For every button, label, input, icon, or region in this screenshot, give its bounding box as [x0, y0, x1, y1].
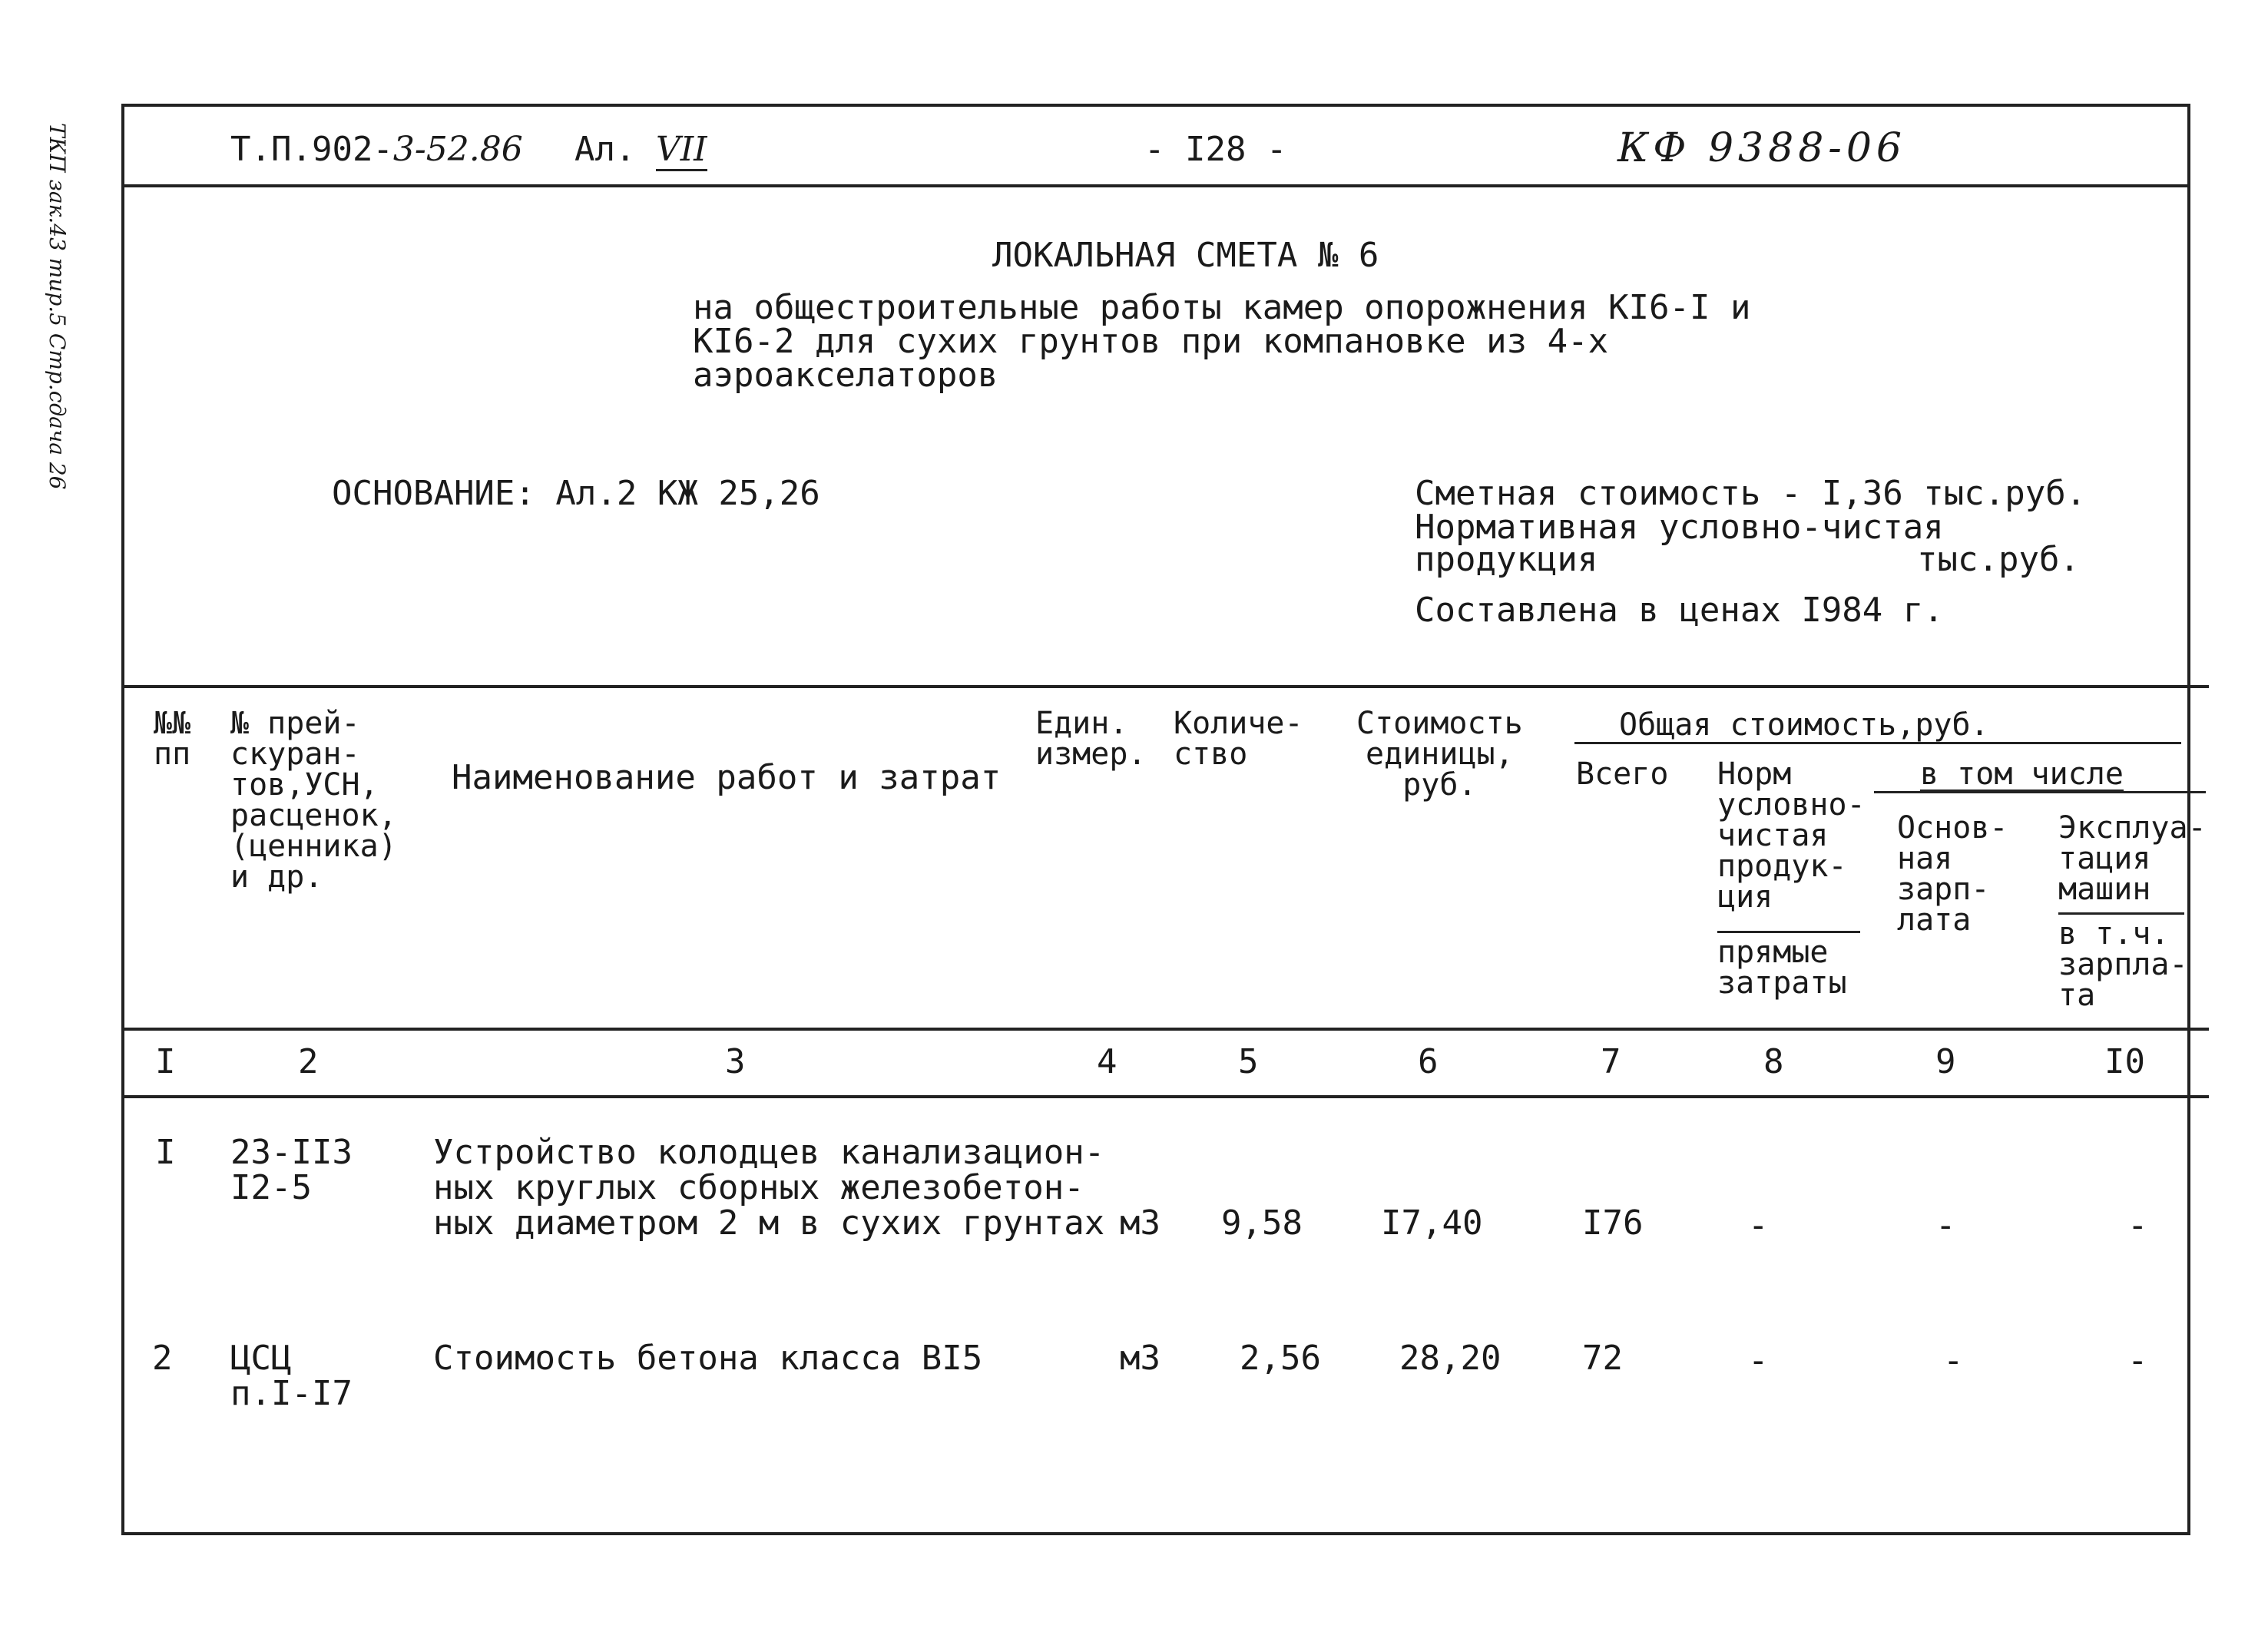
- header-col3: Наименование работ и затрат: [452, 758, 1002, 797]
- colnum-7: 7: [1601, 1042, 1621, 1081]
- header-col2-l4: расценок,: [230, 798, 397, 833]
- header-col8-l2: условно-: [1717, 787, 1866, 823]
- row1-name: [433, 1135, 1104, 1242]
- header-col8-bottom: [1717, 935, 1847, 1001]
- header-col8-l5: ция: [1717, 879, 1773, 915]
- prices-year: Составлена в ценах I984 г.: [1415, 591, 1944, 630]
- header-col6: [1356, 706, 1523, 803]
- album-label: Ал.: [574, 130, 636, 169]
- header-col5-l2: ство: [1174, 737, 1248, 772]
- header-col10-b2: зарпла-: [2058, 947, 2188, 982]
- group-underline: [1574, 742, 2181, 744]
- header-col6-l1: Стоимость: [1356, 706, 1523, 741]
- colnum-1: I: [155, 1042, 176, 1081]
- header-col1: [154, 708, 190, 770]
- normative-line-2: продукция: [1415, 540, 1598, 579]
- header-col9-l2: ная: [1897, 841, 1953, 876]
- subtitle-line-3: аэроакселаторов: [693, 356, 998, 395]
- subtitle-line-2: КI6-2 для сухих грунтов при компановке из 4-х: [693, 322, 1609, 361]
- row2-qty: 2,56: [1240, 1339, 1321, 1378]
- row2-code: [230, 1341, 353, 1412]
- header-col2-l2: скуран-: [230, 737, 360, 772]
- header-col9-l1: Основ-: [1897, 810, 2008, 846]
- colnum-3: 3: [725, 1042, 746, 1081]
- header-col8-l3: чистая: [1717, 818, 1829, 853]
- normative-unit: тыс.руб.: [1917, 540, 2080, 579]
- header-col10-l3: машин: [2058, 872, 2151, 907]
- header-col10-l2: тация: [2058, 841, 2151, 876]
- row1-unit-cost: I7,40: [1381, 1203, 1483, 1243]
- row1-code: [230, 1135, 353, 1206]
- colnum-4: 4: [1097, 1042, 1117, 1081]
- estimate-heading: ЛОКАЛЬНАЯ СМЕТА № 6: [992, 236, 1379, 275]
- subgroup-underline: [1874, 791, 2206, 793]
- album-ref: [574, 132, 707, 167]
- basis-text: ОСНОВАНИЕ: Ал.2 КЖ 25,26: [332, 474, 820, 513]
- header-col1-l1: №№: [154, 706, 191, 741]
- colnum-2: 2: [298, 1042, 319, 1081]
- project-handwritten: 3-52.86: [392, 130, 523, 169]
- row1-num: I: [155, 1133, 176, 1172]
- row2-name: Стоимость бетона класса BI5: [433, 1339, 983, 1378]
- header-col2-l3: тов,УСН,: [230, 767, 379, 803]
- header-rule: [121, 184, 2187, 187]
- row2-code-l1: ЦСЦ: [230, 1339, 292, 1378]
- row1-code-l2: I2-5: [230, 1168, 312, 1208]
- row2-col9: -: [1943, 1341, 1964, 1380]
- header-col8-b1: прямые: [1717, 935, 1829, 970]
- header-col8-l4: продук-: [1717, 849, 1847, 884]
- estimated-cost: Сметная стоимость - I,36 тыс.руб.: [1415, 474, 2087, 513]
- row1-col9: -: [1935, 1206, 1956, 1245]
- row2-num: 2: [152, 1339, 173, 1378]
- header-col5-l1: Количе-: [1174, 706, 1303, 741]
- col10-divider: [2058, 912, 2184, 915]
- page-number: - I28 -: [1144, 130, 1287, 169]
- header-col8-l1: Норм: [1717, 756, 1792, 792]
- header-col4: [1035, 708, 1147, 770]
- colnum-5: 5: [1238, 1042, 1259, 1081]
- row1-qty: 9,58: [1221, 1203, 1303, 1243]
- col8-divider: [1717, 931, 1860, 933]
- row1-name-l3: ных диаметром 2 м в сухих грунтах: [433, 1203, 1105, 1243]
- header-group-total: Общая стоимость,руб.: [1619, 707, 1989, 743]
- header-col2-l5: (ценника): [230, 829, 397, 864]
- colnum-9: 9: [1935, 1042, 1956, 1081]
- row1-code-l1: 23-II3: [230, 1133, 353, 1172]
- document-code: КФ 9388-06: [1617, 125, 1907, 171]
- header-col10-b1: в т.ч.: [2058, 916, 2170, 952]
- row2-unit: м3: [1120, 1339, 1160, 1378]
- colnum-8: 8: [1763, 1042, 1784, 1081]
- side-stamp: ТКП зак.43 тир.5 Стр.сдача 26: [45, 123, 70, 490]
- header-col2-l1: № прей-: [230, 706, 360, 741]
- header-subgroup: в том числе: [1920, 756, 2124, 792]
- header-col10: [2058, 810, 2207, 907]
- header-col9-l3: зарп-: [1897, 872, 1990, 907]
- project-code: [230, 132, 523, 167]
- header-col10-b3: та: [2058, 978, 2096, 1013]
- row1-col8: -: [1748, 1206, 1769, 1245]
- header-col9: [1897, 810, 2008, 938]
- album-handwritten: VII: [656, 130, 707, 171]
- row1-total: I76: [1582, 1203, 1644, 1243]
- header-col8: [1717, 756, 1866, 915]
- row1-col10: -: [2127, 1206, 2148, 1245]
- normative-line-1: Нормативная условно-чистая: [1415, 508, 1944, 547]
- header-col6-l3: руб.: [1402, 767, 1477, 803]
- subtitle-line-1: на общестроительные работы камер опорожнения КI6-I и: [693, 288, 1751, 327]
- header-col5: [1174, 708, 1303, 770]
- project-prefix: Т.П.902-: [230, 130, 393, 169]
- header-col4-l1: Един.: [1035, 706, 1128, 741]
- header-col9-l4: лата: [1897, 902, 1972, 938]
- header-col7: Всего: [1576, 756, 1669, 792]
- header-col8-b2: затраты: [1717, 965, 1847, 1001]
- row2-unit-cost: 28,20: [1399, 1339, 1502, 1378]
- row2-col10: -: [2127, 1341, 2148, 1380]
- row1-unit: м3: [1120, 1203, 1160, 1243]
- row2-total: 72: [1582, 1339, 1623, 1378]
- row1-name-l2: ных круглых сборных железобетон-: [433, 1168, 1084, 1208]
- table-top-rule: [121, 685, 2209, 688]
- header-col4-l2: измер.: [1035, 737, 1147, 772]
- row2-code-l2: п.I-I7: [230, 1374, 353, 1414]
- colnum-10: I0: [2104, 1042, 2145, 1081]
- header-col10-l1: Эксплуа-: [2058, 810, 2207, 846]
- colnum-bottom-rule: [121, 1095, 2209, 1098]
- colnum-6: 6: [1418, 1042, 1439, 1081]
- colnum-top-rule: [121, 1028, 2209, 1031]
- row1-name-l1: Устройство колодцев канализацион-: [433, 1133, 1105, 1172]
- row2-col8: -: [1748, 1341, 1769, 1380]
- header-col6-l2: единицы,: [1366, 737, 1514, 772]
- header-col2-l6: и др.: [230, 859, 323, 895]
- header-col10-bottom: [2058, 916, 2188, 1013]
- header-col1-l2: пп: [154, 737, 191, 772]
- header-col2: [230, 706, 397, 895]
